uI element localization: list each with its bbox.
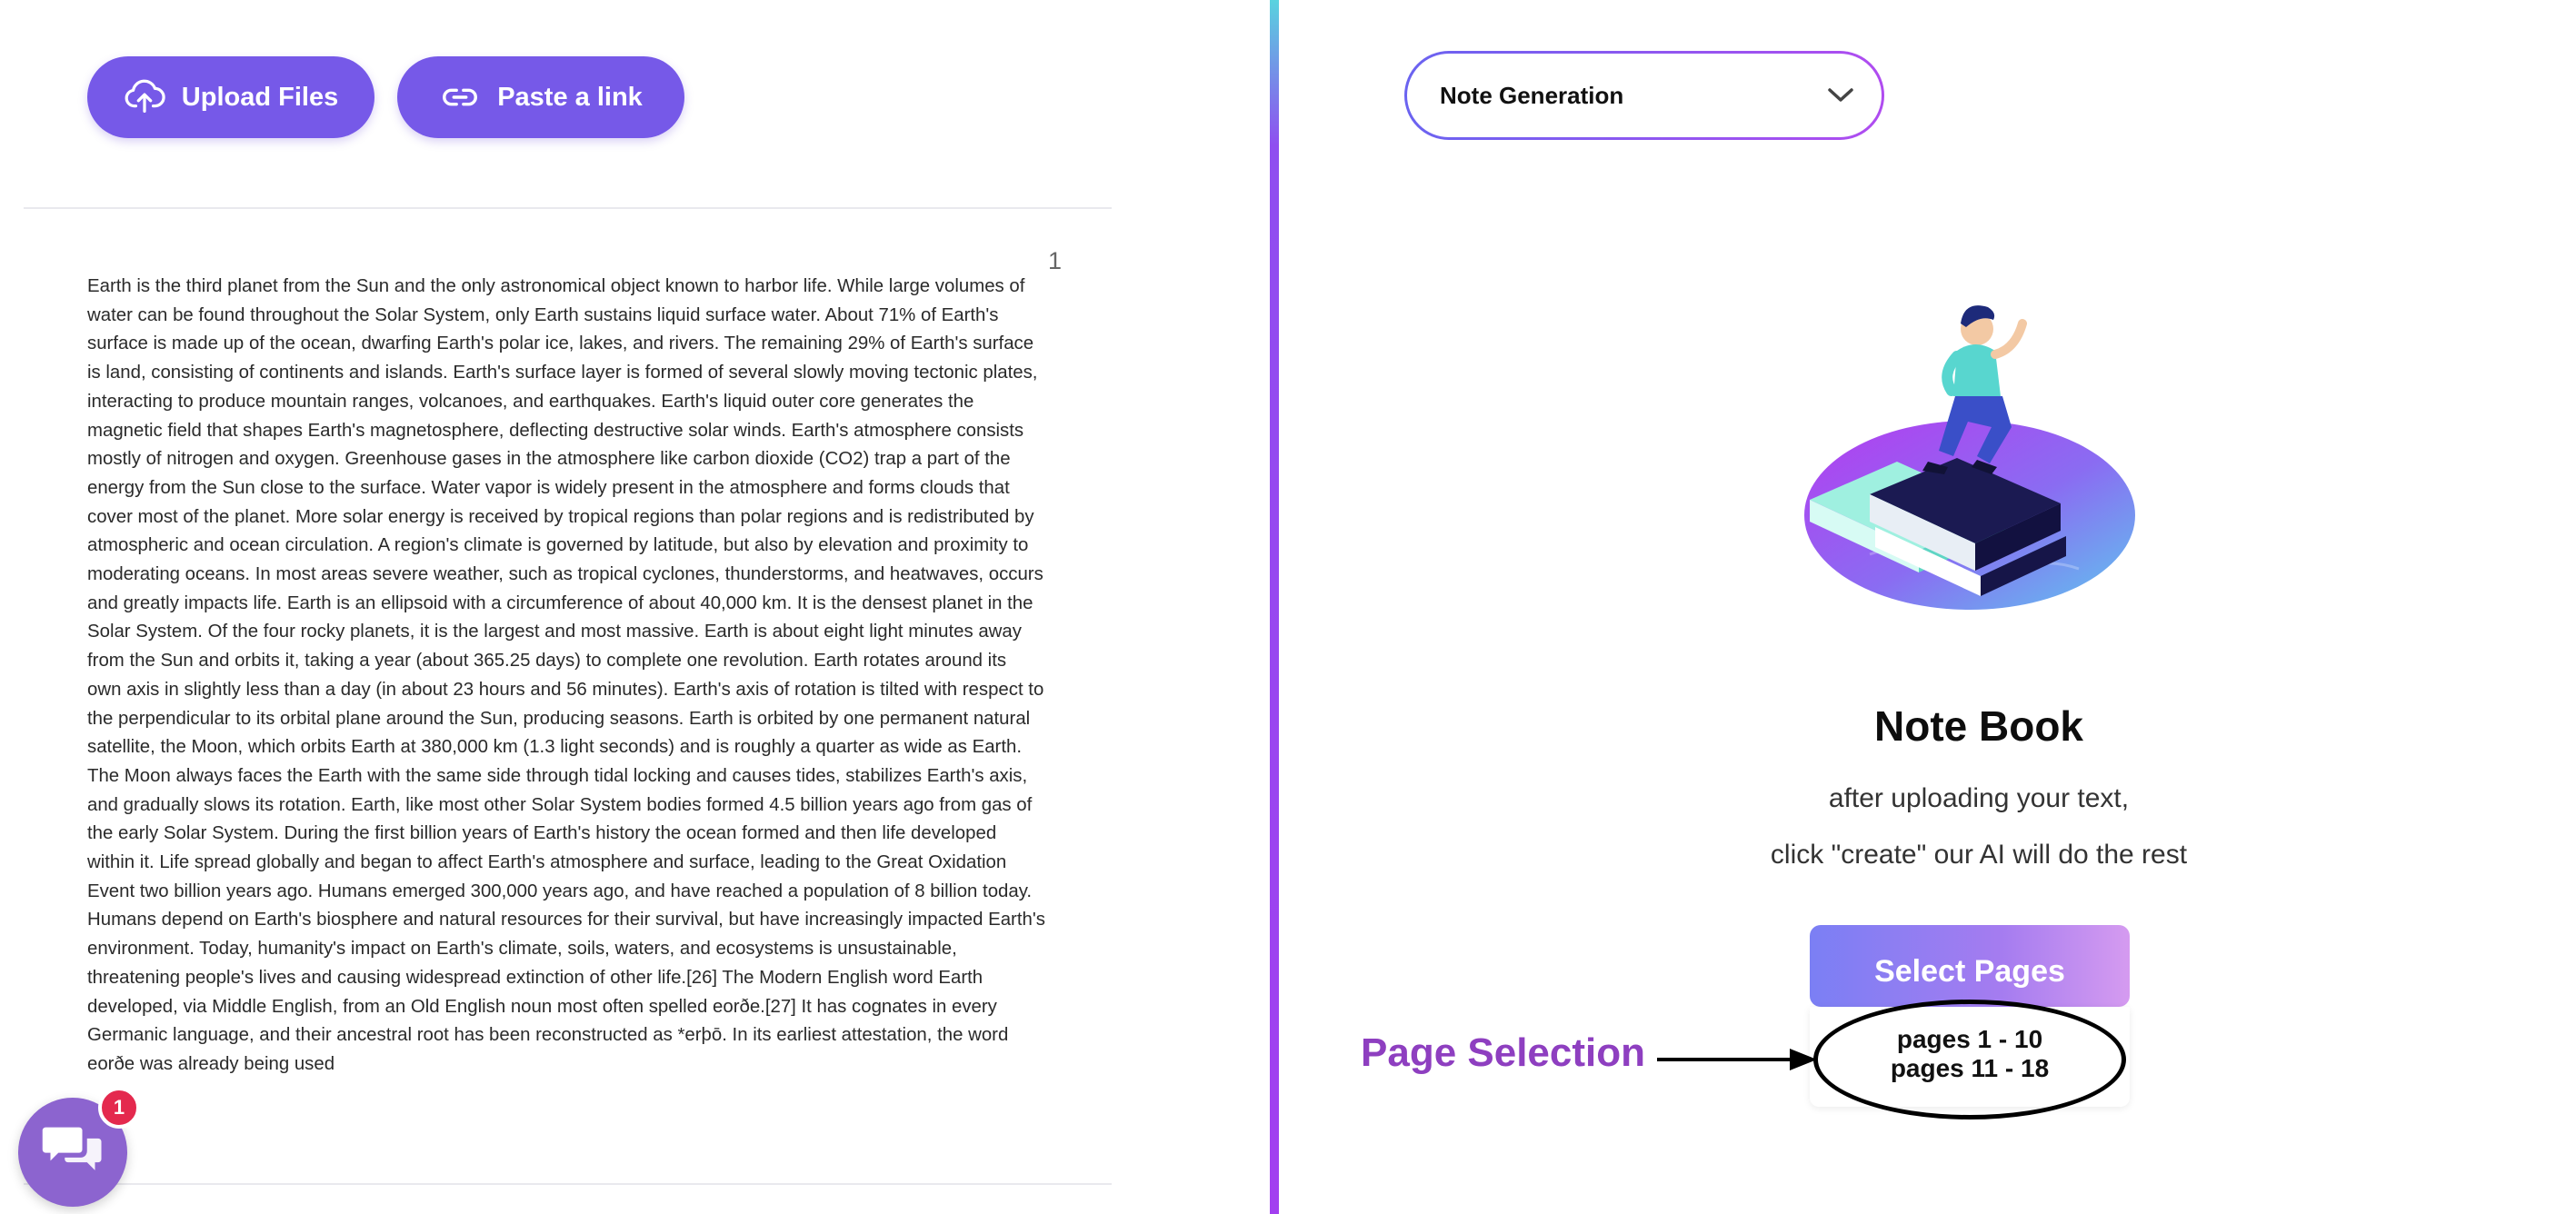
link-icon bbox=[439, 76, 481, 118]
page-option-1-10[interactable]: pages 1 - 10 bbox=[1896, 1025, 2043, 1053]
paste-link-label: Paste a link bbox=[497, 82, 643, 112]
chat-bubbles-icon bbox=[41, 1122, 105, 1183]
notebook-title: Note Book bbox=[1874, 702, 2083, 750]
paste-link-button[interactable] bbox=[397, 56, 684, 138]
arrow-right-icon bbox=[1655, 1041, 1819, 1078]
page-selection-annotation: Page Selection bbox=[1361, 1030, 1646, 1075]
panel-divider[interactable] bbox=[1270, 0, 1279, 1214]
notes-panel bbox=[1279, 0, 2576, 1214]
page-options-list bbox=[1810, 1007, 2130, 1107]
document-panel bbox=[0, 0, 1270, 1214]
mode-select[interactable] bbox=[1404, 51, 1884, 140]
document-text[interactable]: Earth is the third planet from the Sun and the only astronomical object known to harbor life. While large volumes of water can be found throughout the Solar System, only Earth sustains liquid surface water. About 71% of Earth's surface is made up of the ocean, dwarfing Earth's polar ice, lakes, and rivers. The remaining 29% of Earth's surface is land, consisting of continents and islands. Earth's surface layer is formed of several slowly moving tectonic plates, interacting to produce mountain ranges, volcanoes, and earthquakes. Earth's liquid outer core generates the magnetic field that shapes Earth's magnetosphere, deflecting destructive solar winds. Earth's atmosphere consists mostly of nitrogen and oxygen. Greenhouse gases in the atmosphere like carbon dioxide (CO2) trap a part of the energy from the Sun close to the surface. Water vapor is widely present in the atmosphere and forms clouds that cover most of the planet. More solar energy is received by tropical regions than polar regions and is redistributed by atmospheric and ocean circulation. A region's climate is governed by latitude, but also by elevation and proximity to moderating oceans. In most areas severe weather, such as tropical cyclones, thunderstorms, and heatwaves, occurs and greatly impacts life. Earth is an ellipsoid with a circumference of about 40,000 km. It is the densest planet in the Solar System. Of the four rocky planets, it is the largest and most massive. Earth is about eight light minutes away from the Sun and orbits it, taking a year (about 365.25 days) to complete one revolution. Earth rotates around its own axis in slightly less than a day (in about 23 hours and 56 minutes). Earth's axis of rotation is tilted with respect to the perpendicular to its orbital plane around the Sun, producing seasons. Earth is orbited by one permanent natural satellite, the Moon, which orbits Earth at 380,000 km (1.3 light seconds) and is roughly a quarter as wide as Earth. The Moon always faces the Earth with the same side through tidal locking and causes tides, stabilizes Earth's axis, and gradually slows its rotation. Earth, like most other Solar System bodies formed 4.5 billion years ago from gas of the early Solar System. During the first billion years of Earth's history the ocean formed and then life developed within it. Life spread globally and began to affect Earth's atmosphere and surface, leading to the Great Oxidation Event two billion years ago. Humans emerged 300,000 years ago, and have reached a population of 8 billion today. Humans depend on Earth's biosphere and natural resources for their survival, but have increasingly impacted Earth's environment. Today, humanity's impact on Earth's climate, soils, waters, and ecosystems is unsustainable, threatening people's lives and causing widespread extinction of other life.[26] The Modern English word Earth developed, via Middle English, from an Old English noun most often spelled eorðe.[27] It has cognates in every Germanic language, and their ancestral root has been reconstructed as *erþō. In its earliest attestation, the word eorðe was already being used bbox=[87, 276, 1045, 1074]
notebook-illustration bbox=[1788, 300, 2152, 627]
page-option-11-18[interactable]: pages 11 - 18 bbox=[1890, 1054, 2050, 1082]
upload-files-button[interactable] bbox=[87, 56, 374, 138]
page-number: 1 bbox=[1047, 247, 1062, 274]
select-pages-button[interactable]: Select Pages bbox=[1810, 925, 2130, 1007]
toolbar-divider bbox=[24, 207, 1112, 209]
cloud-upload-icon bbox=[124, 76, 165, 118]
chevron-down-icon bbox=[1827, 86, 1854, 104]
document-bottom-divider bbox=[24, 1183, 1112, 1185]
mode-select-value: Note Generation bbox=[1440, 81, 1624, 109]
notebook-subtitle-line2: click "create" our AI will do the rest bbox=[1770, 840, 2188, 870]
upload-files-label: Upload Files bbox=[181, 82, 339, 112]
chat-notification-badge: 1 bbox=[98, 1087, 140, 1129]
notebook-subtitle-line1: after uploading your text, bbox=[1828, 783, 2130, 813]
